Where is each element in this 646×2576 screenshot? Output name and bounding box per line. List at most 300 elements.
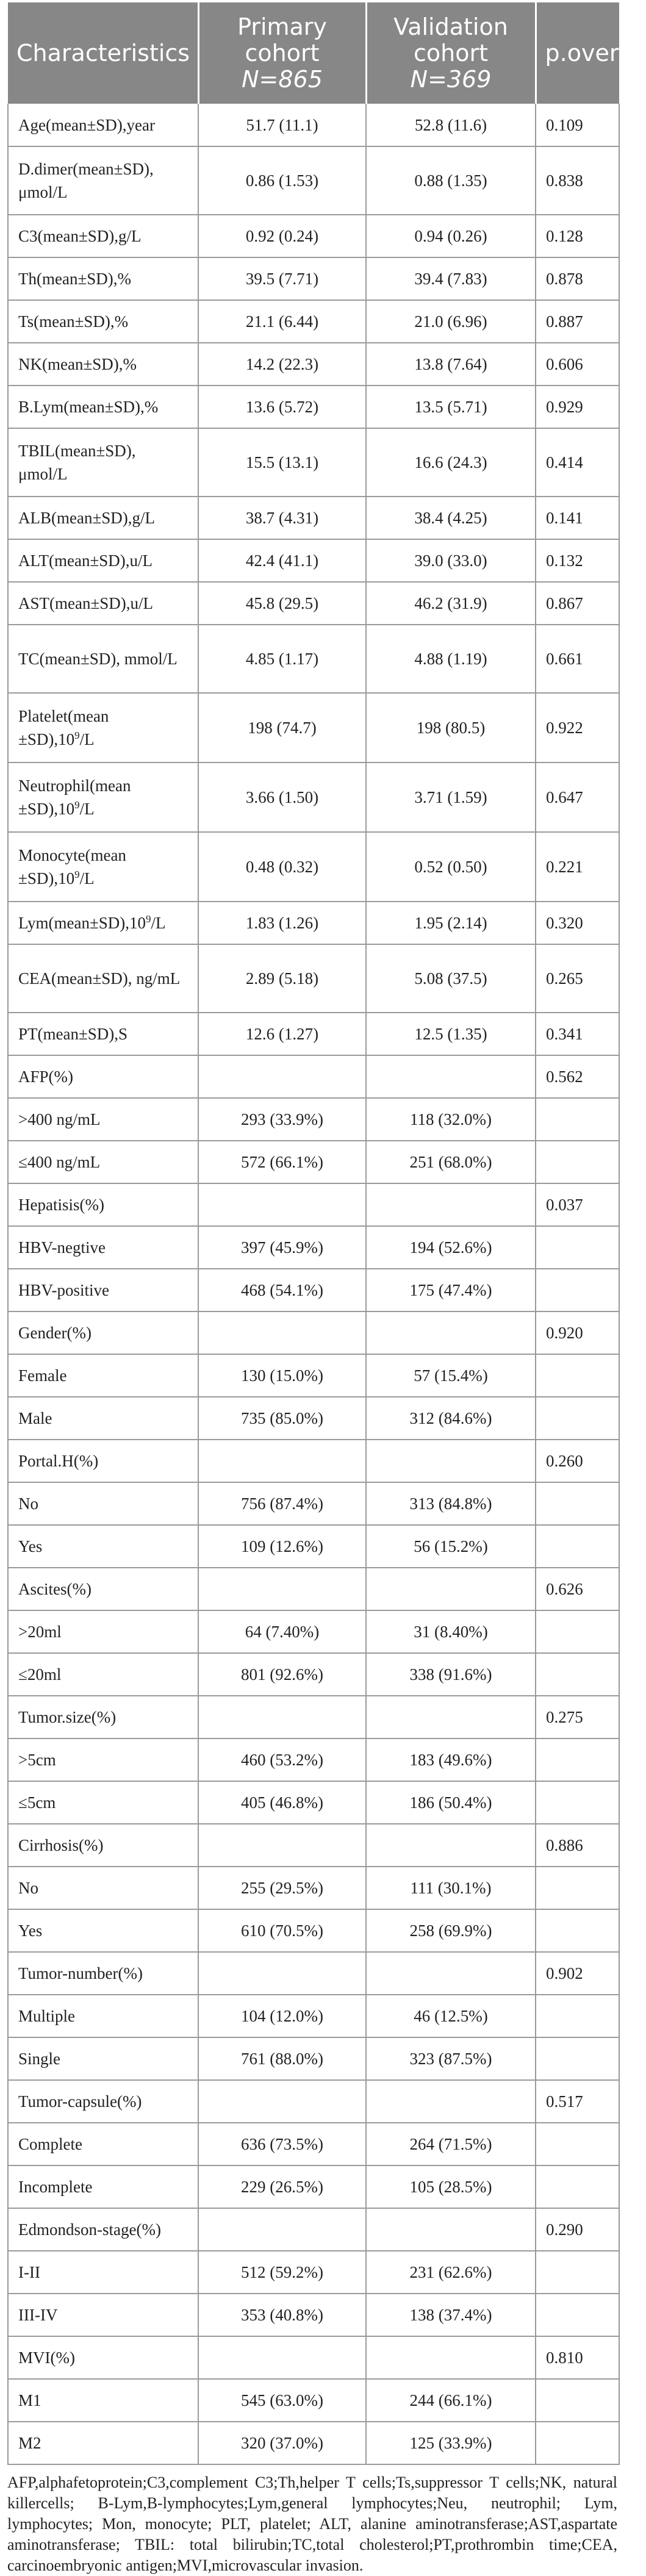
characteristic-label: Yes: [18, 1921, 43, 1940]
characteristic-superscript: 9: [74, 869, 80, 880]
cell-characteristic: [8, 1653, 198, 1696]
cell-characteristic: [8, 1311, 198, 1354]
cell-validation: 21.0 (6.96): [366, 300, 536, 343]
characteristic-label: Incomplete: [18, 2178, 93, 2196]
cell-p-overall: [536, 1269, 619, 1311]
cell-p-overall: 0.878: [536, 257, 619, 300]
cell-validation: 251 (68.0%): [366, 1141, 536, 1183]
cell-primary: 397 (45.9%): [198, 1226, 366, 1269]
cell-p-overall: 0.867: [536, 582, 619, 625]
cell-p-overall: [536, 1653, 619, 1696]
table-row: [8, 257, 619, 300]
table-row: [8, 832, 619, 902]
cell-primary: 320 (37.0%): [198, 2422, 366, 2464]
cell-validation: 312 (84.6%): [366, 1397, 536, 1440]
cell-validation: 56 (15.2%): [366, 1525, 536, 1568]
characteristic-label: Multiple: [18, 2007, 75, 2025]
cell-primary: 12.6 (1.27): [198, 1013, 366, 1055]
cell-primary: [198, 1568, 366, 1610]
cell-primary: 293 (33.9%): [198, 1098, 366, 1141]
cell-p-overall: [536, 2294, 619, 2336]
cell-validation: 3.71 (1.59): [366, 762, 536, 832]
characteristic-label: No: [18, 1494, 38, 1513]
cell-primary: 0.48 (0.32): [198, 832, 366, 902]
table-row: [8, 1610, 619, 1653]
cell-p-overall: [536, 1610, 619, 1653]
cell-p-overall: 0.260: [536, 1440, 619, 1482]
cell-characteristic: [8, 2037, 198, 2080]
table-body: [8, 104, 619, 2464]
cell-validation: 52.8 (11.6): [366, 104, 536, 146]
characteristic-unit: /L: [151, 914, 166, 932]
characteristic-label: Complete: [18, 2135, 82, 2153]
cell-validation: [366, 1311, 536, 1354]
cell-characteristic: [8, 1824, 198, 1867]
cell-characteristic: [8, 902, 198, 944]
header-characteristics: Characteristics: [8, 2, 198, 104]
table-row: [8, 2208, 619, 2251]
cell-p-overall: 0.141: [536, 497, 619, 539]
cell-characteristic: [8, 386, 198, 428]
characteristics-table: [7, 2, 646, 2465]
cell-p-overall: 0.810: [536, 2336, 619, 2379]
cell-p-overall: [536, 1867, 619, 1909]
characteristic-label: III-IV: [18, 2306, 58, 2324]
characteristic-label: MVI(%): [18, 2348, 75, 2367]
cell-primary: 801 (92.6%): [198, 1653, 366, 1696]
cell-characteristic: [8, 1183, 198, 1226]
cell-characteristic: [8, 1610, 198, 1653]
cell-characteristic: [8, 497, 198, 539]
table-row: [8, 1952, 619, 1995]
cell-primary: 64 (7.40%): [198, 1610, 366, 1653]
characteristic-label: Tumor-number(%): [18, 1964, 143, 1982]
table-row: [8, 1226, 619, 1269]
cell-primary: [198, 1055, 366, 1098]
cell-primary: 2.89 (5.18): [198, 944, 366, 1013]
cell-p-overall: 0.606: [536, 343, 619, 386]
table-row: [8, 2336, 619, 2379]
cell-primary: 255 (29.5%): [198, 1867, 366, 1909]
cell-validation: [366, 1055, 536, 1098]
table-row: [8, 386, 619, 428]
cell-p-overall: 0.838: [536, 146, 619, 215]
table-row: [8, 1781, 619, 1824]
cell-characteristic: [8, 1397, 198, 1440]
table-row: [8, 693, 619, 762]
cell-primary: 21.1 (6.44): [198, 300, 366, 343]
characteristic-label: HBV-positive: [18, 1281, 110, 1299]
characteristic-label: AST(mean±SD),u/L: [18, 594, 154, 612]
cell-primary: 460 (53.2%): [198, 1738, 366, 1781]
characteristic-label: ≤400 ng/mL: [18, 1153, 101, 1171]
table-row: [8, 1354, 619, 1397]
characteristic-unit: /L: [79, 730, 95, 748]
cell-primary: [198, 1952, 366, 1995]
cell-validation: 13.5 (5.71): [366, 386, 536, 428]
cell-characteristic: [8, 1867, 198, 1909]
table-row: [8, 1397, 619, 1440]
table-header: [8, 2, 646, 104]
table-row: [8, 428, 619, 497]
characteristic-label: PT(mean±SD),S: [18, 1025, 128, 1043]
cell-characteristic: [8, 1055, 198, 1098]
cell-validation: 12.5 (1.35): [366, 1013, 536, 1055]
table-row: [8, 1653, 619, 1696]
cell-primary: 0.92 (0.24): [198, 215, 366, 257]
cell-p-overall: 0.275: [536, 1696, 619, 1738]
cell-characteristic: [8, 693, 198, 762]
table-row: [8, 343, 619, 386]
table-row: [8, 1696, 619, 1738]
characteristic-label: Single: [18, 2050, 61, 2068]
table-row: [8, 1568, 619, 1610]
cell-validation: 258 (69.9%): [366, 1909, 536, 1952]
cell-validation: 0.88 (1.35): [366, 146, 536, 215]
cell-validation: 118 (32.0%): [366, 1098, 536, 1141]
cell-p-overall: [536, 2165, 619, 2208]
characteristic-label: CEA(mean±SD), ng/mL: [18, 969, 181, 988]
table-row: [8, 146, 619, 215]
cell-characteristic: [8, 1482, 198, 1525]
cell-validation: 16.6 (24.3): [366, 428, 536, 497]
cell-validation: 31 (8.40%): [366, 1610, 536, 1653]
table-footnote: AFP,alphafetoprotein;C3,complement C3;Th,helper T cells;Ts,suppressor T cells;NK, natural killercells; B-Lym,B-lymphocytes;Lym,general lymphocytes;Neu, neutrophil; Lym, lymphocytes; Mon, monocyte; PLT, platelet; ALT, alanine aminotransferase;AST,aspartate aminotransferase; TBIL: total bilirubin;TC,total cholesterol;PT,prothrombin time;CEA, carcinoembryonic antigen;MVI,microvascular invasion.: [7, 2474, 617, 2574]
cell-primary: 735 (85.0%): [198, 1397, 366, 1440]
cell-primary: 38.7 (4.31): [198, 497, 366, 539]
characteristic-label: ≤5cm: [18, 1793, 56, 1812]
characteristic-label: ALB(mean±SD),g/L: [18, 509, 156, 527]
cell-primary: [198, 1183, 366, 1226]
cell-primary: 512 (59.2%): [198, 2251, 366, 2294]
cell-validation: 125 (33.9%): [366, 2422, 536, 2464]
cell-validation: 46.2 (31.9): [366, 582, 536, 625]
table-row: [8, 1098, 619, 1141]
cell-characteristic: [8, 215, 198, 257]
cell-primary: 3.66 (1.50): [198, 762, 366, 832]
characteristic-label: NK(mean±SD),%: [18, 355, 137, 373]
characteristic-label: D.dimer(mean±SD), μmol/L: [18, 160, 154, 201]
cell-validation: 338 (91.6%): [366, 1653, 536, 1696]
cell-characteristic: [8, 1141, 198, 1183]
cell-validation: [366, 1568, 536, 1610]
table-row: [8, 1269, 619, 1311]
cell-p-overall: [536, 1909, 619, 1952]
cell-p-overall: [536, 1738, 619, 1781]
cell-p-overall: 0.517: [536, 2080, 619, 2123]
cell-primary: 51.7 (11.1): [198, 104, 366, 146]
cell-characteristic: [8, 762, 198, 832]
cell-primary: 14.2 (22.3): [198, 343, 366, 386]
cell-characteristic: [8, 146, 198, 215]
cell-characteristic: [8, 539, 198, 582]
characteristic-label: B.Lym(mean±SD),%: [18, 398, 159, 416]
cell-validation: 264 (71.5%): [366, 2123, 536, 2165]
cell-primary: 229 (26.5%): [198, 2165, 366, 2208]
cell-validation: 39.4 (7.83): [366, 257, 536, 300]
cell-p-overall: 0.320: [536, 902, 619, 944]
cell-validation: [366, 1440, 536, 1482]
header-primary-n: N=865: [242, 65, 323, 93]
characteristic-label: Cirrhosis(%): [18, 1836, 104, 1854]
cell-primary: 198 (74.7): [198, 693, 366, 762]
cell-p-overall: 0.414: [536, 428, 619, 497]
cell-characteristic: [8, 1781, 198, 1824]
cell-characteristic: [8, 1098, 198, 1141]
characteristic-label: Female: [18, 1366, 67, 1385]
cell-primary: [198, 2336, 366, 2379]
cell-p-overall: 0.922: [536, 693, 619, 762]
header-validation-n: N=369: [410, 65, 492, 93]
cell-validation: [366, 1696, 536, 1738]
cell-primary: 13.6 (5.72): [198, 386, 366, 428]
table-row: [8, 1995, 619, 2037]
characteristic-label: >5cm: [18, 1751, 56, 1769]
cell-primary: 545 (63.0%): [198, 2379, 366, 2422]
cell-p-overall: 0.626: [536, 1568, 619, 1610]
cell-validation: [366, 2208, 536, 2251]
cell-p-overall: 0.221: [536, 832, 619, 902]
table-row: [8, 1738, 619, 1781]
table-row: [8, 944, 619, 1013]
characteristic-unit: /L: [79, 869, 95, 888]
cell-characteristic: [8, 944, 198, 1013]
cell-characteristic: [8, 2208, 198, 2251]
cell-characteristic: [8, 2165, 198, 2208]
table-row: [8, 1867, 619, 1909]
cell-validation: [366, 2080, 536, 2123]
characteristic-label: Portal.H(%): [18, 1452, 99, 1470]
cell-p-overall: [536, 1525, 619, 1568]
cell-characteristic: [8, 257, 198, 300]
table-row: [8, 215, 619, 257]
cell-validation: 46 (12.5%): [366, 1995, 536, 2037]
cell-validation: 105 (28.5%): [366, 2165, 536, 2208]
cell-validation: 0.94 (0.26): [366, 215, 536, 257]
cell-validation: 323 (87.5%): [366, 2037, 536, 2080]
cell-primary: 572 (66.1%): [198, 1141, 366, 1183]
cell-validation: 175 (47.4%): [366, 1269, 536, 1311]
cell-p-overall: [536, 1098, 619, 1141]
characteristic-label: ALT(mean±SD),u/L: [18, 551, 153, 570]
cell-p-overall: 0.109: [536, 104, 619, 146]
table-row: [8, 2165, 619, 2208]
table-container: [7, 2, 646, 2576]
table-row: [8, 1482, 619, 1525]
characteristic-label: TC(mean±SD), mmol/L: [18, 650, 178, 668]
header-primary-cohort: [198, 2, 366, 104]
table-row: [8, 2379, 619, 2422]
table-row: [8, 2037, 619, 2080]
cell-characteristic: [8, 1226, 198, 1269]
cell-p-overall: [536, 1781, 619, 1824]
cell-validation: 313 (84.8%): [366, 1482, 536, 1525]
characteristic-label: No: [18, 1879, 38, 1897]
characteristic-label: Th(mean±SD),%: [18, 270, 132, 288]
table-row: [8, 2422, 619, 2464]
cell-primary: [198, 2080, 366, 2123]
cell-primary: 104 (12.0%): [198, 1995, 366, 2037]
cell-primary: [198, 1311, 366, 1354]
cell-characteristic: [8, 1738, 198, 1781]
cell-primary: 39.5 (7.71): [198, 257, 366, 300]
cell-p-overall: 0.265: [536, 944, 619, 1013]
table-row: [8, 2251, 619, 2294]
cell-validation: 0.52 (0.50): [366, 832, 536, 902]
table-row: [8, 1311, 619, 1354]
cell-characteristic: [8, 2080, 198, 2123]
cell-validation: 186 (50.4%): [366, 1781, 536, 1824]
cell-validation: [366, 1952, 536, 1995]
cell-validation: 13.8 (7.64): [366, 343, 536, 386]
characteristic-label: Ts(mean±SD),%: [18, 312, 129, 331]
cell-characteristic: [8, 1440, 198, 1482]
table-row: [8, 497, 619, 539]
cell-primary: 45.8 (29.5): [198, 582, 366, 625]
cell-primary: 4.85 (1.17): [198, 625, 366, 693]
table-row: [8, 104, 619, 146]
table-row: [8, 2294, 619, 2336]
cell-characteristic: [8, 1696, 198, 1738]
cell-characteristic: [8, 1525, 198, 1568]
cell-validation: [366, 1824, 536, 1867]
table-row: [8, 539, 619, 582]
table-row: [8, 1824, 619, 1867]
cell-p-overall: [536, 1141, 619, 1183]
cell-primary: 468 (54.1%): [198, 1269, 366, 1311]
characteristic-superscript: 9: [146, 913, 151, 925]
characteristic-label: Tumor.size(%): [18, 1708, 117, 1726]
characteristic-label: Male: [18, 1409, 52, 1427]
cell-validation: 5.08 (37.5): [366, 944, 536, 1013]
cell-characteristic: [8, 1995, 198, 2037]
cell-primary: [198, 1824, 366, 1867]
table-row: [8, 762, 619, 832]
cell-validation: 194 (52.6%): [366, 1226, 536, 1269]
cell-primary: 15.5 (13.1): [198, 428, 366, 497]
cell-validation: [366, 1183, 536, 1226]
header-p-overall: p.overall: [536, 2, 619, 104]
cell-p-overall: [536, 2123, 619, 2165]
cell-primary: 1.83 (1.26): [198, 902, 366, 944]
characteristic-label: ≤20ml: [18, 1665, 62, 1684]
cell-validation: 57 (15.4%): [366, 1354, 536, 1397]
cell-p-overall: 0.920: [536, 1311, 619, 1354]
table-row: [8, 1525, 619, 1568]
cell-p-overall: [536, 1397, 619, 1440]
cell-p-overall: 0.647: [536, 762, 619, 832]
cell-p-overall: [536, 1995, 619, 2037]
cell-validation: 1.95 (2.14): [366, 902, 536, 944]
cell-primary: 761 (88.0%): [198, 2037, 366, 2080]
cell-primary: [198, 1440, 366, 1482]
table-row: [8, 582, 619, 625]
cell-primary: 130 (15.0%): [198, 1354, 366, 1397]
cell-p-overall: [536, 2037, 619, 2080]
cell-primary: 405 (46.8%): [198, 1781, 366, 1824]
characteristic-label: >20ml: [18, 1623, 62, 1641]
table-row: [8, 1141, 619, 1183]
cell-p-overall: 0.132: [536, 539, 619, 582]
cell-characteristic: [8, 582, 198, 625]
cell-characteristic: [8, 1568, 198, 1610]
characteristic-label: TBIL(mean±SD), μmol/L: [18, 442, 136, 483]
cell-characteristic: [8, 1013, 198, 1055]
characteristic-label: Neutrophil(mean ±SD),10: [18, 777, 131, 818]
cell-p-overall: 0.886: [536, 1824, 619, 1867]
cell-validation: 4.88 (1.19): [366, 625, 536, 693]
cell-validation: 138 (37.4%): [366, 2294, 536, 2336]
table-row: [8, 300, 619, 343]
characteristic-label: I-II: [18, 2263, 40, 2281]
cell-p-overall: 0.929: [536, 386, 619, 428]
cell-p-overall: 0.887: [536, 300, 619, 343]
cell-characteristic: [8, 625, 198, 693]
table-row: [8, 902, 619, 944]
cell-characteristic: [8, 1909, 198, 1952]
header-validation-cohort: [366, 2, 536, 104]
cell-p-overall: [536, 2379, 619, 2422]
cell-characteristic: [8, 300, 198, 343]
characteristic-label: Ascites(%): [18, 1580, 92, 1598]
characteristic-label: AFP(%): [18, 1067, 74, 1086]
cell-primary: 42.4 (41.1): [198, 539, 366, 582]
cell-p-overall: [536, 2422, 619, 2464]
cell-primary: 610 (70.5%): [198, 1909, 366, 1952]
cell-characteristic: [8, 428, 198, 497]
cell-primary: 0.86 (1.53): [198, 146, 366, 215]
cell-p-overall: 0.902: [536, 1952, 619, 1995]
header-primary-label: Primary cohort: [237, 13, 327, 66]
cell-characteristic: [8, 1269, 198, 1311]
cell-validation: 231 (62.6%): [366, 2251, 536, 2294]
cell-characteristic: [8, 832, 198, 902]
cell-p-overall: [536, 1226, 619, 1269]
table-row: [8, 1013, 619, 1055]
header-validation-label: Validation cohort: [393, 13, 508, 66]
cell-p-overall: 0.290: [536, 2208, 619, 2251]
cell-validation: 111 (30.1%): [366, 1867, 536, 1909]
characteristic-label: M1: [18, 2391, 41, 2409]
cell-p-overall: [536, 1482, 619, 1525]
characteristic-superscript: 9: [74, 730, 80, 741]
cell-p-overall: 0.341: [536, 1013, 619, 1055]
cell-p-overall: 0.562: [536, 1055, 619, 1098]
cell-validation: [366, 2336, 536, 2379]
characteristic-label: Lym(mean±SD),10: [18, 914, 146, 932]
characteristic-label: Platelet(mean ±SD),10: [18, 707, 109, 748]
characteristic-label: Yes: [18, 1537, 43, 1555]
cell-primary: [198, 2208, 366, 2251]
characteristic-label: C3(mean±SD),g/L: [18, 227, 142, 245]
cell-p-overall: 0.037: [536, 1183, 619, 1226]
characteristic-unit: /L: [79, 800, 95, 818]
characteristic-label: Age(mean±SD),year: [18, 115, 155, 134]
cell-validation: 244 (66.1%): [366, 2379, 536, 2422]
table-row: [8, 625, 619, 693]
characteristic-superscript: 9: [74, 799, 80, 811]
cell-p-overall: [536, 1354, 619, 1397]
table-row: [8, 2123, 619, 2165]
cell-characteristic: [8, 2336, 198, 2379]
characteristic-label: Gender(%): [18, 1324, 92, 1342]
cell-characteristic: [8, 2251, 198, 2294]
cell-characteristic: [8, 343, 198, 386]
cell-validation: 38.4 (4.25): [366, 497, 536, 539]
characteristic-label: Tumor-capsule(%): [18, 2092, 142, 2111]
cell-validation: 183 (49.6%): [366, 1738, 536, 1781]
cell-characteristic: [8, 2422, 198, 2464]
